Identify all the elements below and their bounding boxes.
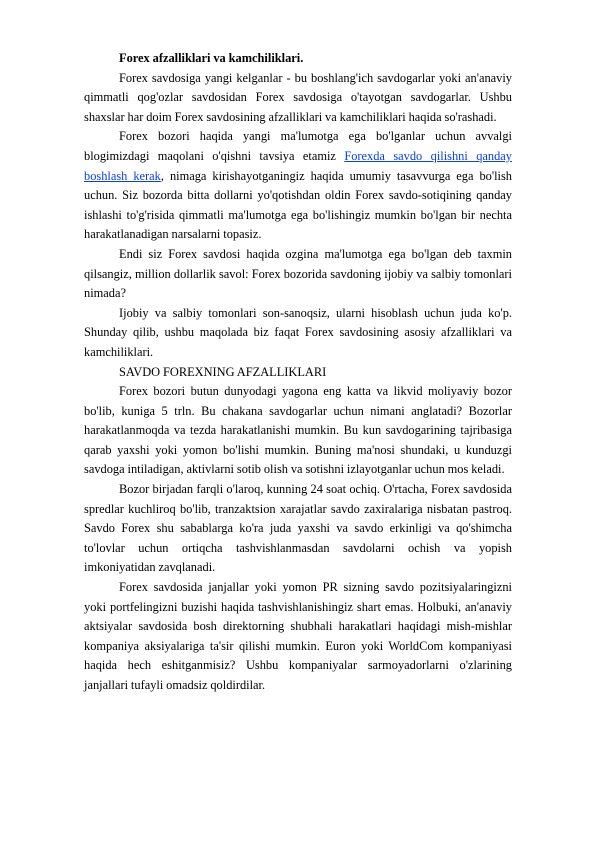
section-heading: SAVDO FOREXNING AFZALLIKLARI: [119, 364, 327, 379]
paragraph-scandals: Forex savdosida janjallar yoki yomon PR sizning savdo pozitsiyalaringizni yoki portfelingizni buzishi haqida tashvishlanishingiz shart emas. Holbuki, an'anaviy aktsiyalar savdosida bosh direktorning shubhali harakatlari haqidagi mish-mishlar kompaniya aksiyalariga ta'sir qilishi mumkin. Euron yoki WorldCom kompaniyasi haqida hech eshitganmisiz? Ushbu kompaniyalar sarmoyadorlarni o'zlarining janjallari tufayli omadsiz qoldirdilar.: [84, 580, 512, 692]
article-title: Forex afzalliklari va kamchiliklari.: [119, 51, 304, 65]
paragraph-market-size: Forex bozori butun dunyodagi yagona eng katta va likvid moliyaviy bozor bo'lib, kuniga 5 trln. Bu chakana savdogarlar uchun nimani anglatadi? Bozorlar harakatlanmoqda va tezda harakatlanishi mumkin. Bu kun savdogarining tajribasiga qarab yaxshi yoki yomon bo'lishi mumkin. Buning ma'nosi shundaki, u kunduzgi savdoga intiladigan, aktivlarni sotib olish va sotishni izlayotganlar uchun mos keladi.: [84, 384, 512, 477]
paragraph-question: Endi siz Forex savdosi haqida ozgina ma'lumotga ega bo'lgan deb taxmin qilsangiz, million dollarlik savol: Forex bozorida savdoning ijobiy va salbiy tomonlari nimada?: [84, 246, 512, 301]
paragraph-text: Forex bozori haqida yangi ma'lumotga ega bo'lganlar uchun avvalgi blogimizdagi maqolani o'qishni tavsiya etamiz: [84, 129, 512, 163]
paragraph-text: , nimaga kirishayotganingiz haqida umumiy tasavvurga ega bo'lish uchun. Siz bozorda bitta dollarni yo'qotishdan oldin Forex savdo-sotiqining qanday ishlashi to'g'risida qimmatli ma'lumotga ega bo'lishingiz mumkin bo'lgan bir nechta harakatlanadigan narsalarni topasiz.: [84, 168, 513, 242]
paragraph-intro: Forex savdosiga yangi kelganlar - bu boshlang'ich savdogarlar yoki an'anaviy qimmatli qog'ozlar savdosidan Forex savdosiga o'tayotgan savdogarlar. Ushbu shaxslar har doim Forex savdosining afzalliklari va kamchiliklari haqida so'rashadi.: [84, 70, 512, 124]
paragraph-pros-cons: Ijobiy va salbiy tomonlari son-sanoqsiz, ularni hisoblash uchun juda ko'p. Shunday qilib, ushbu maqolada biz faqat Forex savdosining asosiy afzalliklari va kamchiliklari.: [84, 305, 512, 359]
paragraph-blog-reference: [84, 127, 512, 245]
paragraph-market-hours: Bozor birjadan farqli o'laroq, kunning 24 soat ochiq. O'rtacha, Forex savdosida spredlar kuchliroq bo'lib, tranzaktsion xarajatlar savdo zaxiralariga nisbatan pastroq. Savdo Forex shu sabablarga ko'ra juda yaxshi va savdo erkinligi va qo'shimcha to'lovlar uchun ortiqcha tashvishlanmasdan savdolarni ochish va yopish imkoniyatidan zavqlanadi.: [84, 482, 512, 575]
blog-article-link[interactable]: Forexda savdo qilishni qanday boshlash kerak: [84, 148, 512, 183]
